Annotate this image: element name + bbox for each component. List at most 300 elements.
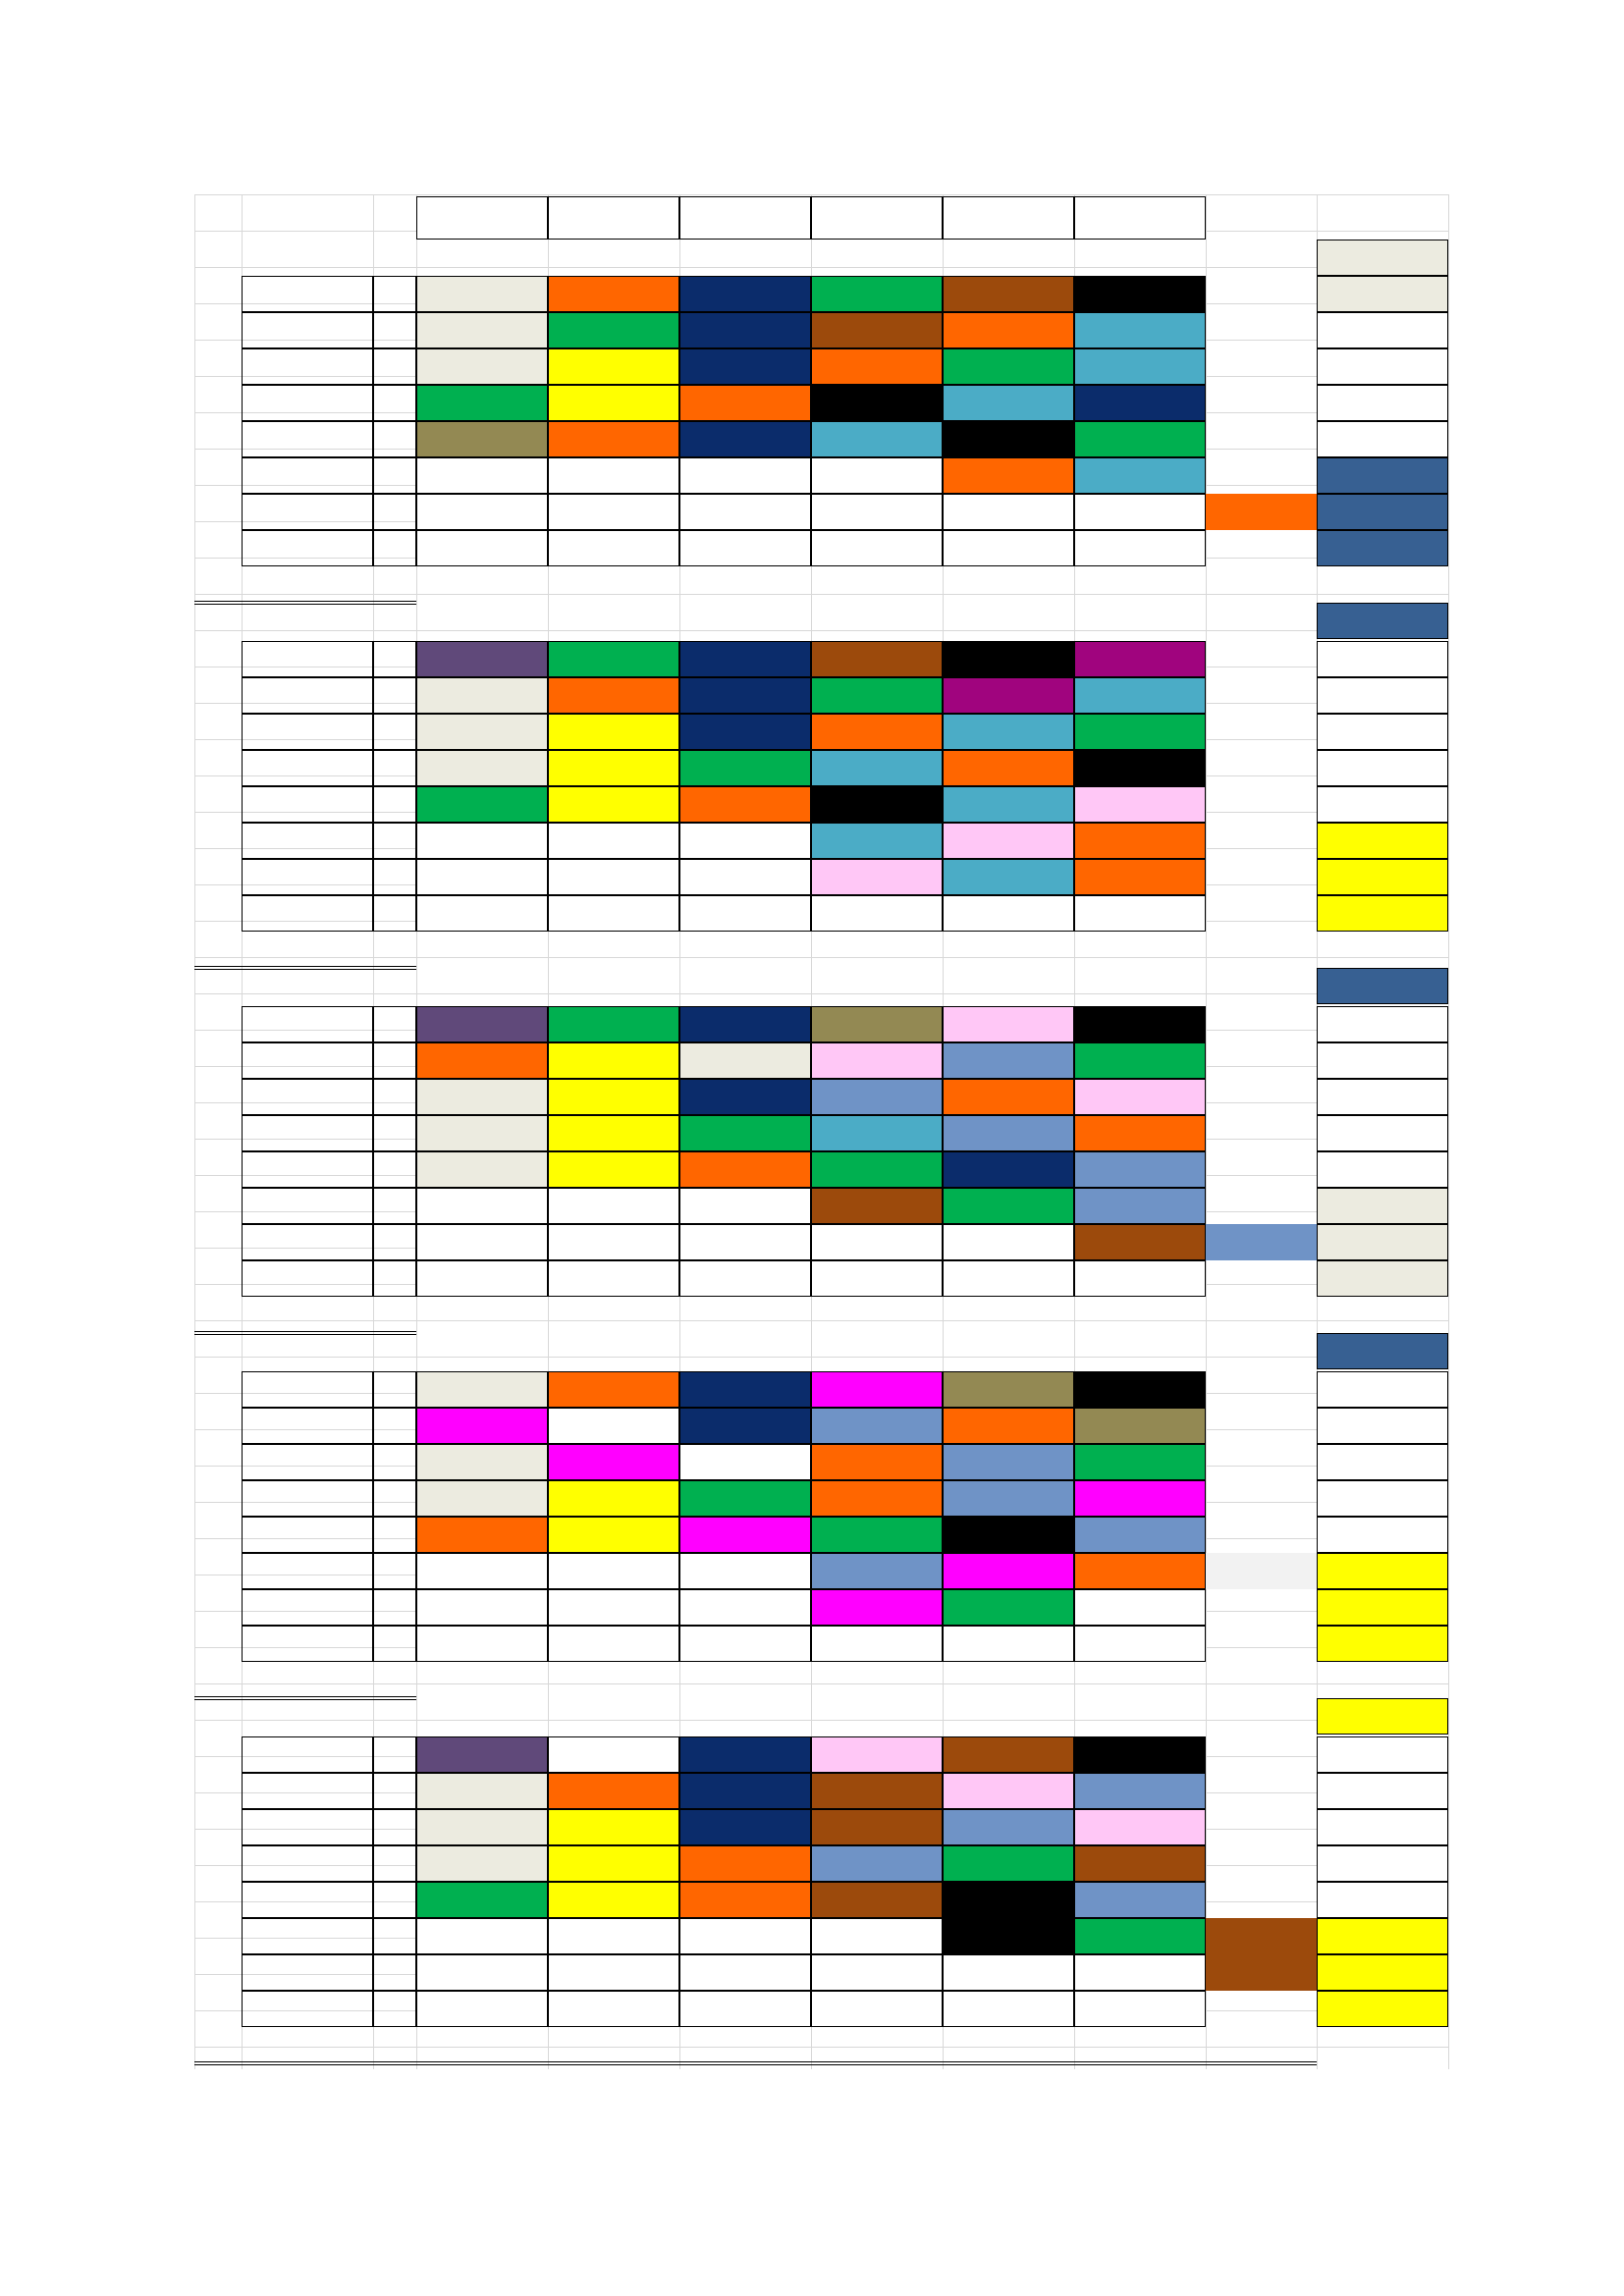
swietlica-cell	[1317, 421, 1448, 457]
lesson-number	[373, 1882, 416, 1918]
subject-cell	[811, 1809, 943, 1845]
subject-cell	[548, 714, 679, 750]
subject-cell	[943, 1006, 1074, 1042]
swietlica-cell	[1317, 603, 1448, 639]
day-letter	[194, 1408, 242, 1444]
empty-cell	[811, 1918, 943, 1954]
empty-cell	[1074, 1954, 1206, 1991]
day-letter	[194, 1151, 242, 1188]
day-separator	[194, 601, 416, 605]
subject-cell	[811, 1480, 943, 1517]
subject-cell	[416, 1882, 548, 1918]
swietlica-cell	[1317, 1589, 1448, 1626]
day-letter	[194, 714, 242, 750]
lesson-time	[242, 1882, 373, 1918]
subject-cell	[416, 276, 548, 312]
empty-cell	[548, 1260, 679, 1297]
subject-cell	[943, 641, 1074, 677]
lesson-time	[242, 312, 373, 348]
swietlica-cell	[1317, 1006, 1448, 1042]
subject-cell	[811, 348, 943, 385]
lesson-time	[242, 714, 373, 750]
swietlica-cell	[1317, 1991, 1448, 2027]
subject-cell	[548, 421, 679, 457]
empty-cell	[416, 1260, 548, 1297]
subject-cell	[811, 714, 943, 750]
subject-cell	[679, 1006, 811, 1042]
lesson-number	[373, 1954, 416, 1991]
subject-cell	[679, 1773, 811, 1809]
day-letter	[194, 530, 242, 566]
empty-cell	[416, 1224, 548, 1260]
lesson-time	[242, 1188, 373, 1224]
swietlica-cell	[1317, 1115, 1448, 1151]
empty-cell	[943, 895, 1074, 932]
day-letter	[194, 750, 242, 786]
subject-cell	[548, 1882, 679, 1918]
subject-cell	[1074, 1845, 1206, 1882]
subject-cell	[548, 1408, 679, 1444]
subject-cell	[811, 1845, 943, 1882]
subject-cell	[811, 1151, 943, 1188]
lesson-number	[373, 1845, 416, 1882]
lesson-number	[373, 348, 416, 385]
empty-cell	[811, 1260, 943, 1297]
swietlica-cell	[1317, 968, 1448, 1004]
swietlica-cell	[1317, 1224, 1448, 1260]
grid-line	[194, 194, 1448, 195]
empty-cell	[548, 1954, 679, 1991]
empty-cell	[416, 823, 548, 859]
subject-cell	[1074, 1517, 1206, 1553]
lesson-time	[242, 1589, 373, 1626]
day-letter	[194, 1444, 242, 1480]
lesson-time	[242, 1809, 373, 1845]
empty-cell	[811, 1626, 943, 1662]
subject-cell	[679, 1845, 811, 1882]
empty-cell	[416, 1991, 548, 2027]
subject-cell	[811, 823, 943, 859]
subject-cell	[811, 1006, 943, 1042]
subject-cell	[679, 1480, 811, 1517]
subject-cell	[416, 1444, 548, 1480]
lesson-number	[373, 895, 416, 932]
subject-cell	[1074, 1224, 1206, 1260]
empty-cell	[679, 1188, 811, 1224]
subject-cell	[811, 1773, 943, 1809]
empty-cell	[416, 1553, 548, 1589]
lesson-time	[242, 750, 373, 786]
lesson-time	[242, 1553, 373, 1589]
empty-cell	[416, 859, 548, 895]
lesson-time	[242, 1151, 373, 1188]
subject-cell	[943, 1882, 1074, 1918]
empty-cell	[943, 1954, 1074, 1991]
empty-cell	[811, 457, 943, 494]
subject-cell	[1074, 385, 1206, 421]
day-separator	[194, 966, 416, 970]
day-separator	[194, 1331, 416, 1335]
empty-cell	[416, 1954, 548, 1991]
empty-cell	[943, 1991, 1074, 2027]
lesson-number	[373, 1736, 416, 1773]
day-separator	[194, 1696, 416, 1700]
day-letter	[194, 677, 242, 714]
subject-cell	[943, 859, 1074, 895]
lesson-time	[242, 859, 373, 895]
subject-cell	[679, 714, 811, 750]
subject-cell	[416, 1408, 548, 1444]
swietlica-cell	[1317, 714, 1448, 750]
subject-cell	[811, 312, 943, 348]
lesson-number	[373, 1773, 416, 1809]
day-letter	[194, 859, 242, 895]
lesson-number	[373, 1224, 416, 1260]
day-separator	[194, 2061, 1317, 2065]
subject-cell	[1074, 421, 1206, 457]
lesson-time	[242, 276, 373, 312]
swietlica-cell	[1317, 240, 1448, 276]
lesson-time	[242, 895, 373, 932]
subject-cell	[943, 348, 1074, 385]
empty-cell	[679, 1991, 811, 2027]
subject-cell	[416, 1809, 548, 1845]
day-letter	[194, 1626, 242, 1662]
swietlica-cell	[1317, 1882, 1448, 1918]
subject-cell	[943, 823, 1074, 859]
lesson-time	[242, 1517, 373, 1553]
empty-cell	[416, 1626, 548, 1662]
lesson-time	[242, 1371, 373, 1408]
subject-cell	[811, 1188, 943, 1224]
lesson-number	[373, 823, 416, 859]
subject-cell	[1074, 276, 1206, 312]
subject-cell	[416, 1736, 548, 1773]
subject-cell	[548, 1444, 679, 1480]
day-letter	[194, 1845, 242, 1882]
subject-cell	[416, 714, 548, 750]
subject-cell	[548, 641, 679, 677]
swietlica-cell	[1317, 1333, 1448, 1369]
subject-cell	[1074, 1042, 1206, 1079]
subject-cell	[1074, 1553, 1206, 1589]
class-header-5	[943, 196, 1074, 240]
lesson-time	[242, 1773, 373, 1809]
subject-cell	[679, 750, 811, 786]
lesson-number	[373, 1188, 416, 1224]
lesson-number	[373, 1626, 416, 1662]
empty-cell	[679, 457, 811, 494]
empty-cell	[943, 530, 1074, 566]
subject-cell	[811, 859, 943, 895]
lesson-time	[242, 1845, 373, 1882]
extra-activity	[1206, 1224, 1317, 1260]
subject-cell	[943, 1444, 1074, 1480]
subject-cell	[943, 385, 1074, 421]
empty-cell	[679, 895, 811, 932]
extra-activity	[1206, 494, 1317, 530]
subject-cell	[548, 276, 679, 312]
swietlica-header	[1317, 202, 1448, 239]
subject-cell	[811, 641, 943, 677]
day-letter	[194, 1517, 242, 1553]
empty-cell	[1074, 1626, 1206, 1662]
class-header-3	[679, 196, 811, 240]
empty-cell	[679, 1553, 811, 1589]
subject-cell	[811, 1553, 943, 1589]
day-letter	[194, 1882, 242, 1918]
day-letter	[194, 312, 242, 348]
subject-cell	[548, 1115, 679, 1151]
empty-cell	[679, 1589, 811, 1626]
empty-cell	[416, 457, 548, 494]
empty-cell	[548, 494, 679, 530]
swietlica-cell	[1317, 1626, 1448, 1662]
lesson-number	[373, 1371, 416, 1408]
subject-cell	[416, 1845, 548, 1882]
empty-cell	[811, 530, 943, 566]
subject-cell	[679, 385, 811, 421]
subject-cell	[1074, 823, 1206, 859]
empty-cell	[1074, 1589, 1206, 1626]
subject-cell	[548, 1371, 679, 1408]
day-letter	[194, 1042, 242, 1079]
subject-cell	[548, 1736, 679, 1773]
subject-cell	[1074, 1006, 1206, 1042]
subject-cell	[416, 641, 548, 677]
swietlica-cell	[1317, 895, 1448, 932]
grid-line	[1206, 194, 1207, 2069]
swietlica-cell	[1317, 1408, 1448, 1444]
subject-cell	[1074, 312, 1206, 348]
swietlica-cell	[1317, 1151, 1448, 1188]
subject-cell	[943, 1773, 1074, 1809]
subject-cell	[548, 786, 679, 823]
subject-cell	[679, 786, 811, 823]
subject-cell	[416, 385, 548, 421]
subject-cell	[679, 1408, 811, 1444]
lesson-number	[373, 1260, 416, 1297]
swietlica-cell	[1317, 1845, 1448, 1882]
empty-cell	[548, 859, 679, 895]
subject-cell	[1074, 1371, 1206, 1408]
empty-cell	[548, 457, 679, 494]
swietlica-cell	[1317, 1444, 1448, 1480]
subject-cell	[548, 312, 679, 348]
swietlica-cell	[1317, 457, 1448, 494]
subject-cell	[811, 385, 943, 421]
subject-cell	[1074, 641, 1206, 677]
empty-cell	[811, 1954, 943, 1991]
empty-cell	[416, 530, 548, 566]
subject-cell	[1074, 1115, 1206, 1151]
subject-cell	[1074, 457, 1206, 494]
subject-cell	[1074, 1079, 1206, 1115]
day-letter	[194, 1553, 242, 1589]
day-letter	[194, 457, 242, 494]
empty-cell	[811, 1991, 943, 2027]
subject-cell	[548, 750, 679, 786]
subject-cell	[416, 1115, 548, 1151]
subject-cell	[943, 1845, 1074, 1882]
empty-cell	[679, 1260, 811, 1297]
subject-cell	[811, 1517, 943, 1553]
subject-cell	[679, 1115, 811, 1151]
swietlica-cell	[1317, 1260, 1448, 1297]
swietlica-cell	[1317, 1553, 1448, 1589]
grid-line	[194, 630, 1448, 631]
swietlica-cell	[1317, 750, 1448, 786]
subject-cell	[548, 1079, 679, 1115]
subject-cell	[811, 750, 943, 786]
lesson-number	[373, 1991, 416, 2027]
day-letter	[194, 1589, 242, 1626]
lesson-time	[242, 421, 373, 457]
empty-cell	[416, 895, 548, 932]
subject-cell	[416, 1079, 548, 1115]
subject-cell	[943, 1408, 1074, 1444]
empty-cell	[548, 1553, 679, 1589]
subject-cell	[943, 1115, 1074, 1151]
subject-cell	[416, 421, 548, 457]
lesson-time	[242, 823, 373, 859]
subject-cell	[943, 1480, 1074, 1517]
empty-cell	[416, 1589, 548, 1626]
subject-cell	[679, 641, 811, 677]
subject-cell	[943, 1188, 1074, 1224]
empty-cell	[679, 1918, 811, 1954]
swietlica-cell	[1317, 1188, 1448, 1224]
empty-cell	[943, 1626, 1074, 1662]
swietlica-cell	[1317, 385, 1448, 421]
lesson-time	[242, 348, 373, 385]
subject-cell	[548, 1151, 679, 1188]
subject-cell	[679, 276, 811, 312]
subject-cell	[548, 1006, 679, 1042]
subject-cell	[1074, 1809, 1206, 1845]
lesson-time	[242, 1918, 373, 1954]
subject-cell	[416, 1517, 548, 1553]
subject-cell	[679, 677, 811, 714]
swietlica-cell	[1317, 1918, 1448, 1954]
grid-line	[194, 993, 1448, 994]
swietlica-cell	[1317, 1698, 1448, 1735]
subject-cell	[548, 1517, 679, 1553]
subject-cell	[679, 1042, 811, 1079]
swietlica-cell	[1317, 1954, 1448, 1991]
class-header-4	[811, 196, 943, 240]
subject-cell	[943, 677, 1074, 714]
subject-cell	[679, 421, 811, 457]
subject-cell	[943, 1553, 1074, 1589]
subject-cell	[811, 1115, 943, 1151]
subject-cell	[416, 1151, 548, 1188]
subject-cell	[416, 786, 548, 823]
empty-cell	[416, 494, 548, 530]
day-letter	[194, 421, 242, 457]
subject-cell	[548, 1042, 679, 1079]
subject-cell	[1074, 859, 1206, 895]
subject-cell	[811, 1371, 943, 1408]
subject-cell	[811, 1736, 943, 1773]
lesson-time	[242, 385, 373, 421]
lesson-time	[242, 1954, 373, 1991]
lesson-number	[373, 1918, 416, 1954]
lesson-number	[373, 494, 416, 530]
grid-line	[1448, 194, 1449, 2069]
empty-cell	[416, 1918, 548, 1954]
day-letter	[194, 1809, 242, 1845]
class-header-6	[1074, 196, 1206, 240]
lesson-number	[373, 677, 416, 714]
class-header-2	[548, 196, 679, 240]
subject-cell	[548, 1480, 679, 1517]
subject-cell	[811, 1408, 943, 1444]
lesson-time	[242, 1444, 373, 1480]
lesson-number	[373, 1115, 416, 1151]
day-letter	[194, 1115, 242, 1151]
swietlica-cell	[1317, 823, 1448, 859]
subject-cell	[679, 1882, 811, 1918]
subject-cell	[416, 1773, 548, 1809]
lesson-number	[373, 312, 416, 348]
lesson-number	[373, 1408, 416, 1444]
subject-cell	[1074, 1188, 1206, 1224]
dod-header	[1210, 240, 1321, 276]
lesson-time	[242, 1626, 373, 1662]
empty-cell	[548, 823, 679, 859]
subject-cell	[943, 1918, 1074, 1954]
subject-cell	[679, 1517, 811, 1553]
subject-cell	[416, 312, 548, 348]
subject-cell	[679, 1444, 811, 1480]
lesson-time	[242, 641, 373, 677]
lesson-time	[242, 457, 373, 494]
subject-cell	[548, 385, 679, 421]
day-letter	[194, 1188, 242, 1224]
empty-cell	[679, 1224, 811, 1260]
subject-cell	[679, 1079, 811, 1115]
subject-cell	[548, 1809, 679, 1845]
swietlica-cell	[1317, 494, 1448, 530]
empty-cell	[811, 494, 943, 530]
swietlica-cell	[1317, 1042, 1448, 1079]
swietlica-cell	[1317, 1773, 1448, 1809]
lesson-time	[242, 1042, 373, 1079]
swietlica-cell	[1317, 312, 1448, 348]
empty-cell	[548, 1991, 679, 2027]
day-letter	[194, 1079, 242, 1115]
day-letter	[194, 823, 242, 859]
lesson-number	[373, 1444, 416, 1480]
subject-cell	[548, 677, 679, 714]
swietlica-cell	[1317, 1480, 1448, 1517]
swietlica-cell	[1317, 1517, 1448, 1553]
lesson-number	[373, 786, 416, 823]
day-letter	[194, 385, 242, 421]
empty-cell	[1074, 895, 1206, 932]
subject-cell	[811, 421, 943, 457]
lesson-number	[373, 530, 416, 566]
lesson-time	[242, 1115, 373, 1151]
lesson-number	[373, 1042, 416, 1079]
subject-cell	[811, 1882, 943, 1918]
empty-cell	[548, 1188, 679, 1224]
lesson-number	[373, 1809, 416, 1845]
empty-cell	[548, 530, 679, 566]
empty-cell	[1074, 1260, 1206, 1297]
empty-cell	[548, 1918, 679, 1954]
